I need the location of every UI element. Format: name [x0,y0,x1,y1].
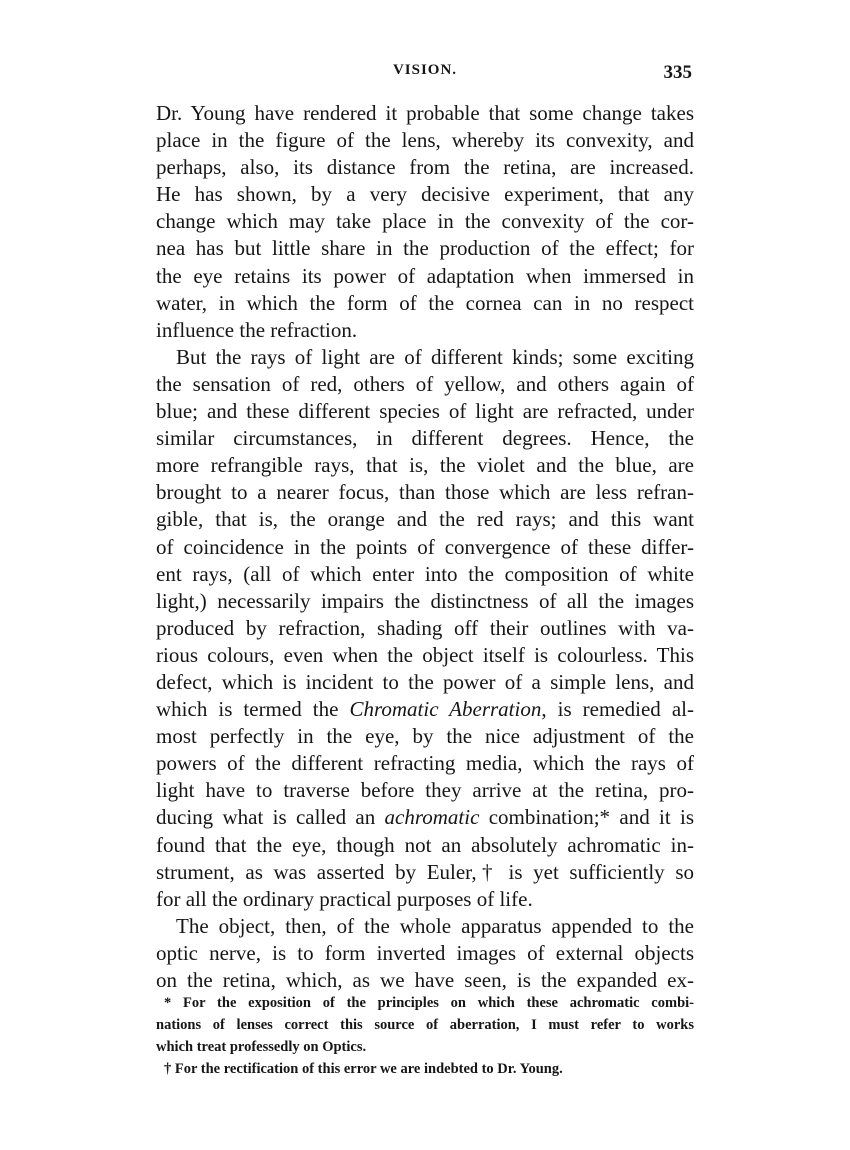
text-line: defect, which is incident to the power of a simple lens, and [156,669,694,694]
footnotes [156,992,694,1080]
text-line: the eye retains its power of adaptation when immersed in [156,263,694,288]
text-line: perhaps, also, its distance from the retina, are increased. [156,155,694,180]
text-line: light,) necessarily impairs the distinctness of all the images [156,588,694,613]
text-line: for all the ordinary practical purposes of life. [156,886,533,911]
italic-term: achromatic [384,805,480,830]
text-line: ent rays, (all of which enter into the composition of white [156,561,694,586]
text-line: optic nerve, is to form inverted images of external objects [156,940,694,965]
running-title: VISION. [392,62,458,78]
text-line: Dr. Young have rendered it probable that some change takes [156,101,694,125]
text-line: the sensation of red, others of yellow, and others again of [156,371,694,396]
text-line: water, in which the form of the cornea can in no respect [156,290,694,315]
text-line: similar circumstances, in different degrees. Hence, the [156,426,694,451]
text-run: combination;* and it is [479,805,694,830]
text-line: But the rays of light are of different kinds; some exciting [176,344,694,369]
text-run: which is termed the [156,697,350,722]
text-line: strument, as was asserted by Euler,† is yet sufficiently so [156,859,694,884]
text-run: ducing what is called an [156,805,385,830]
text-line: blue; and these different species of light are refracted, under [156,399,694,424]
text-line: light have to traverse before they arrive at the retina, pro- [156,778,694,803]
text-line: most perfectly in the eye, by the nice adjustment of the [156,724,694,749]
footnote-line: * For the exposition of the principles on which these achromatic combi- [164,995,694,1011]
text-line: powers of the different refracting media, which the rays of [156,751,694,776]
footnote-line: nations of lenses correct this source of aberration, I must refer to works [156,1017,694,1033]
footnote-line: † For the rectification of this error we are indebted to Dr. Young. [164,1061,563,1077]
text-run: , is remedied al- [541,697,694,722]
italic-term: Chromatic Aberration [349,697,542,722]
text-line: place in the figure of the lens, whereby its convexity, and [156,128,694,153]
text-line: gible, that is, the orange and the red rays; and this want [156,507,694,532]
text-line: found that the eye, though not an absolutely achromatic in- [156,832,694,857]
text-line: produced by refraction, shading off their outlines with va- [156,615,694,640]
running-head [156,62,694,90]
body-text [156,100,694,994]
text-line: influence the refraction. [156,317,358,342]
text-line: change which may take place in the convexity of the cor- [156,209,694,234]
text-line [156,696,694,723]
page-number: 335 [663,62,692,83]
text-line: The object, then, of the whole apparatus appended to the [176,913,694,938]
text-line: more refrangible rays, that is, the violet and the blue, are [156,453,694,478]
text-line: nea has but little share in the production of the effect; for [156,236,694,261]
text-line [156,804,694,831]
text-line: of coincidence in the points of convergence of these differ- [156,534,694,559]
text-line: He has shown, by a very decisive experiment, that any [156,182,694,207]
text-line: on the retina, which, as we have seen, is the expanded ex- [156,968,694,992]
footnote-line: which treat professedly on Optics. [156,1039,367,1055]
text-line: brought to a nearer focus, than those which are less refran- [156,480,694,505]
text-line: rious colours, even when the object itself is colourless. This [156,642,694,667]
